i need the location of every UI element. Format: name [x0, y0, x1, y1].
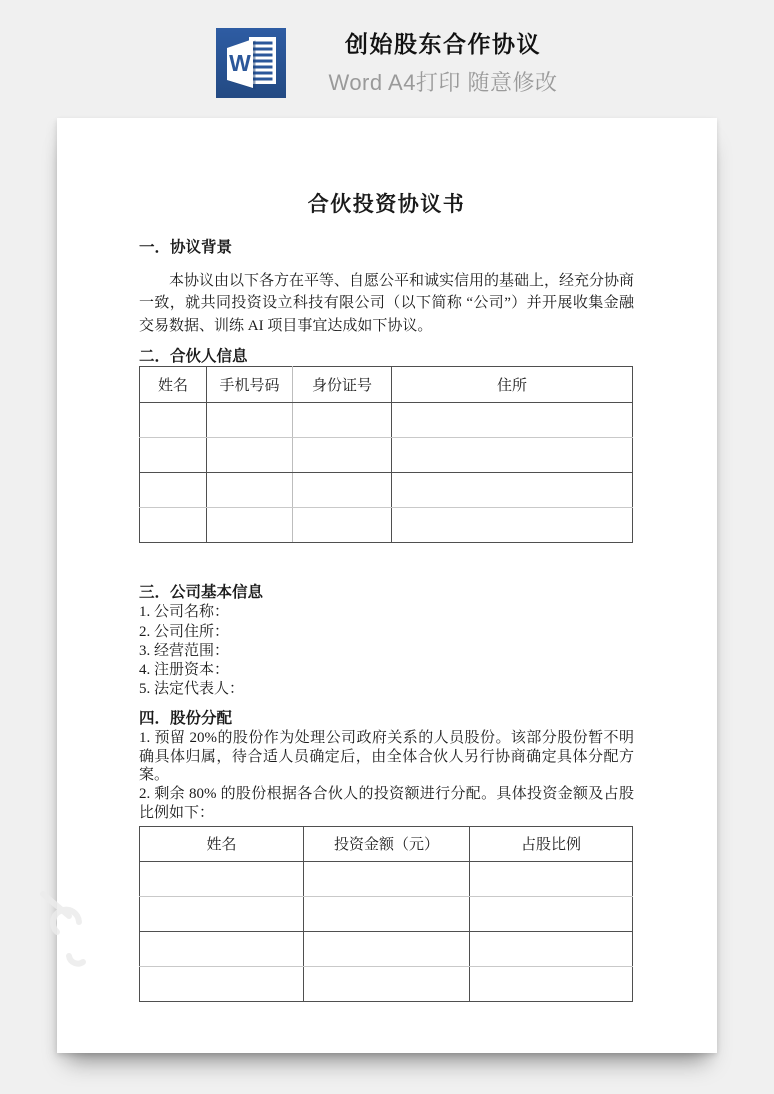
- col-header-address: 住所: [392, 367, 633, 403]
- partners-cell-id-number[interactable]: [293, 403, 392, 438]
- shares-table-row: [140, 931, 633, 966]
- site-header: [0, 28, 774, 98]
- partners-table-row: [140, 438, 633, 473]
- partners-cell-address[interactable]: [392, 403, 633, 438]
- background-paragraph: 本协议由以下各方在平等、自愿公平和诚实信用的基础上，经充分协商一致，就共同投资设立科技有限公司（以下简称 “公司”）并开展收集金融交易数据、训练 AI 项目事宜达成如下协议。: [139, 273, 635, 334]
- shares-cell-ratio[interactable]: [470, 896, 633, 931]
- section-heading-partners: 二．合伙人信息: [139, 348, 248, 366]
- shares-cell-name[interactable]: [140, 896, 304, 931]
- partners-cell-id-number[interactable]: [293, 508, 392, 543]
- partners-table-row: [140, 473, 633, 508]
- col-header-share-ratio: 占股比例: [470, 826, 633, 861]
- partners-table-row: [140, 508, 633, 543]
- partners-cell-name[interactable]: [140, 403, 207, 438]
- header-subtitle: Word A4打印 随意修改: [328, 70, 558, 95]
- col-header-id-number: 身份证号: [293, 367, 392, 403]
- document-page: [57, 118, 717, 1053]
- shares-cell-name[interactable]: [140, 966, 304, 1001]
- header-text: [328, 31, 557, 95]
- partners-cell-address[interactable]: [392, 473, 633, 508]
- partners-table-row: [140, 403, 633, 438]
- shares-table-row: [140, 861, 633, 896]
- section-heading-shares: 四．股份分配: [139, 709, 233, 727]
- partners-cell-phone[interactable]: [207, 438, 293, 473]
- company-info-item-representative: 5. 法定代表人：: [139, 681, 245, 698]
- company-info-list: [139, 603, 634, 699]
- shares-table-header-row: [140, 826, 633, 861]
- shares-table: [139, 826, 633, 1002]
- shares-cell-amount[interactable]: [304, 931, 470, 966]
- shares-cell-name[interactable]: [140, 861, 304, 896]
- partners-cell-id-number[interactable]: [293, 473, 392, 508]
- partners-cell-name[interactable]: [140, 438, 207, 473]
- company-info-item-address: 2. 公司住所：: [139, 623, 230, 640]
- header-title: 创始股东合作协议: [345, 31, 541, 57]
- partners-cell-name[interactable]: [140, 508, 207, 543]
- partners-cell-address[interactable]: [392, 508, 633, 543]
- shares-cell-amount[interactable]: [304, 861, 470, 896]
- doc-title: 合伙投资协议书: [307, 192, 466, 216]
- shares-cell-name[interactable]: [140, 931, 304, 966]
- col-header-phone: 手机号码: [207, 367, 293, 403]
- section-heading-company-info: 三．公司基本信息: [139, 584, 264, 602]
- shares-paragraph-2: 2. 剩余 80% 的股份根据各合伙人的投资额进行分配。具体投资金额及占股比例如下：: [139, 786, 634, 821]
- company-info-item-name: 1. 公司名称：: [139, 604, 230, 621]
- shares-table-row: [140, 896, 633, 931]
- shares-cell-amount[interactable]: [304, 896, 470, 931]
- section-heading-background: 一．协议背景: [139, 239, 233, 256]
- partners-cell-phone[interactable]: [207, 508, 293, 543]
- document-content: [57, 118, 717, 1053]
- shares-table-row: [140, 966, 633, 1001]
- partners-table-header-row: [140, 367, 633, 403]
- col-header-name: 姓名: [140, 826, 304, 861]
- partners-cell-id-number[interactable]: [293, 438, 392, 473]
- shares-cell-amount[interactable]: [304, 966, 470, 1001]
- partners-table: [139, 366, 633, 543]
- col-header-name: 姓名: [140, 367, 207, 403]
- word-icon-letter: W: [229, 50, 252, 76]
- shares-cell-ratio[interactable]: [470, 861, 633, 896]
- company-info-item-scope: 3. 经营范围：: [139, 642, 230, 659]
- shares-cell-ratio[interactable]: [470, 931, 633, 966]
- partners-cell-name[interactable]: [140, 473, 207, 508]
- partners-cell-address[interactable]: [392, 438, 633, 473]
- word-icon: [216, 28, 286, 98]
- shares-paragraph-1: 1. 预留 20%的股份作为处理公司政府关系的人员股份。该部分股份暂不明确具体归属，待合适人员确定后，由全体合伙人另行协商确定具体分配方案。: [139, 729, 634, 784]
- partners-cell-phone[interactable]: [207, 403, 293, 438]
- partners-cell-phone[interactable]: [207, 473, 293, 508]
- company-info-item-capital: 4. 注册资本：: [139, 662, 230, 679]
- shares-cell-ratio[interactable]: [470, 966, 633, 1001]
- col-header-investment-amount: 投资金额（元）: [304, 826, 470, 861]
